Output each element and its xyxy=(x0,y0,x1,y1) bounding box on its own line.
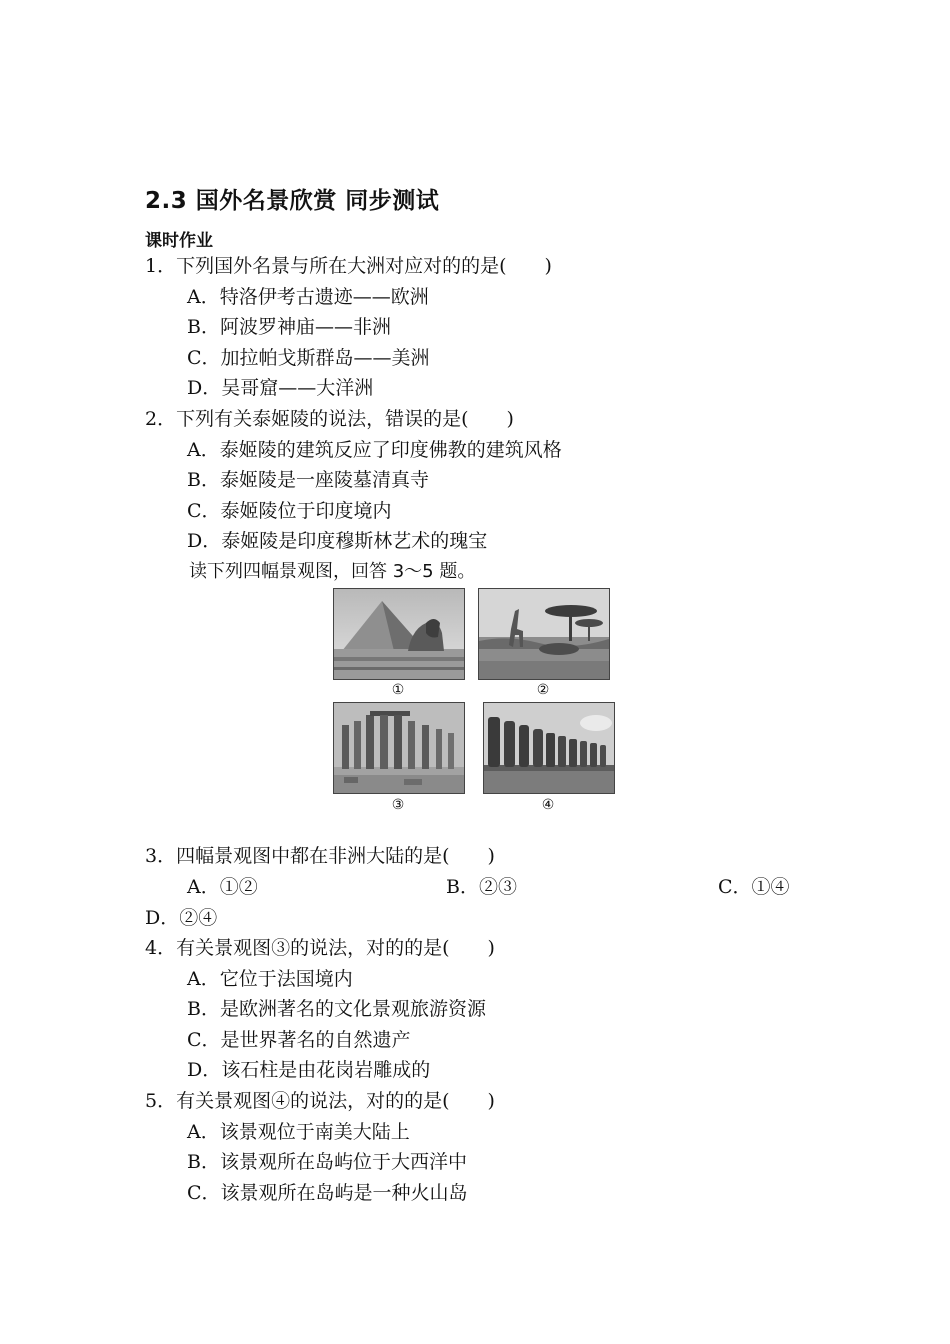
question-2-option-c: C．泰姬陵位于印度境内 xyxy=(187,500,392,522)
section-heading: 课时作业 xyxy=(145,231,213,251)
photo-pyramid-sphinx xyxy=(333,588,465,680)
question-5-option-b: B．该景观所在岛屿位于大西洋中 xyxy=(187,1151,467,1173)
question-1-option-d: D．吴哥窟——大洋洲 xyxy=(187,377,374,399)
question-3-option-c: C．①④ xyxy=(718,876,790,898)
question-3-option-d: D．②④ xyxy=(145,907,218,929)
question-5-option-c: C．该景观所在岛屿是一种火山岛 xyxy=(187,1182,468,1204)
question-5-stem: 5．有关景观图④的说法，对的的是( ) xyxy=(145,1090,495,1112)
question-2-stem: 2．下列有关泰姬陵的说法，错误的是( ) xyxy=(145,408,514,430)
question-2-option-d: D．泰姬陵是印度穆斯林艺术的瑰宝 xyxy=(187,530,488,552)
figure-caption-2: ② xyxy=(536,682,550,698)
question-4-stem: 4．有关景观图③的说法，对的的是( ) xyxy=(145,937,495,959)
question-3-option-b: B．②③ xyxy=(446,876,517,898)
document-title: 2.3 国外名景欣赏 同步测试 xyxy=(145,188,440,214)
photo-savanna-giraffe xyxy=(478,588,610,680)
question-4-option-b: B．是欧洲著名的文化景观旅游资源 xyxy=(187,998,486,1020)
photo-moai-statues xyxy=(483,702,615,794)
question-4-option-d: D．该石柱是由花岗岩雕成的 xyxy=(187,1059,431,1081)
figure-caption-3: ③ xyxy=(391,797,405,813)
figure-intro: 读下列四幅景观图，回答 3～5 题。 xyxy=(189,561,476,582)
question-4-option-a: A．它位于法国境内 xyxy=(187,968,353,990)
question-2-option-a: A．泰姬陵的建筑反应了印度佛教的建筑风格 xyxy=(187,439,562,461)
question-1-option-c: C．加拉帕戈斯群岛——美洲 xyxy=(187,347,430,369)
moai-statues-image xyxy=(484,703,614,793)
pyramid-sphinx-image xyxy=(334,589,464,679)
landscape-figure xyxy=(330,588,620,813)
question-5-option-a: A．该景观位于南美大陆上 xyxy=(187,1121,410,1143)
question-4-option-c: C．是世界著名的自然遗产 xyxy=(187,1029,411,1051)
question-1-stem: 1．下列国外名景与所在大洲对应对的的是( ) xyxy=(145,255,552,277)
question-2-option-b: B．泰姬陵是一座陵墓清真寺 xyxy=(187,469,429,491)
temple-columns-image xyxy=(334,703,464,793)
savanna-giraffe-image xyxy=(479,589,609,679)
question-3-stem: 3．四幅景观图中都在非洲大陆的是( ) xyxy=(145,845,495,867)
photo-temple-columns xyxy=(333,702,465,794)
figure-caption-1: ① xyxy=(391,682,405,698)
question-1-option-b: B．阿波罗神庙——非洲 xyxy=(187,316,391,338)
question-3-option-a: A．①② xyxy=(187,876,258,898)
question-1-option-a: A．特洛伊考古遗迹——欧洲 xyxy=(187,286,429,308)
figure-caption-4: ④ xyxy=(541,797,555,813)
